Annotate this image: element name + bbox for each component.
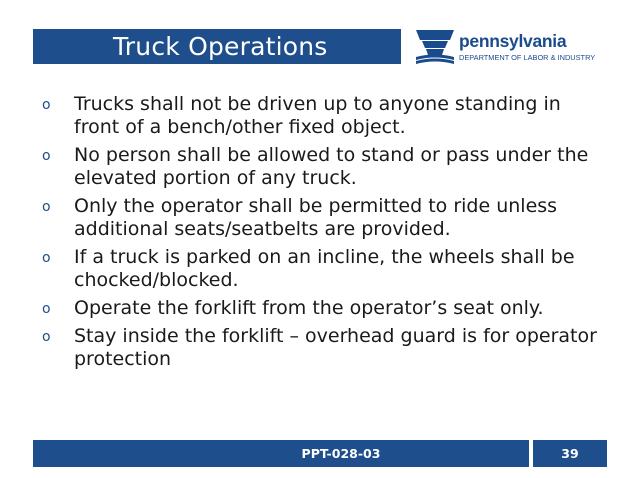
page-number-box [533,440,607,467]
circle-bullet-icon: o [42,250,51,266]
bullet-list [42,93,602,376]
bullet-item [42,246,602,292]
page-number: 39 [561,446,579,461]
slide-title-bar [33,29,401,64]
circle-bullet-icon: o [42,329,51,345]
circle-bullet-icon: o [42,301,51,317]
bullet-text: Only the operator shall be permitted to ride unless additional seats/seatbelts are provided. [74,195,558,240]
bullet-text: Operate the forklift from the operator’s seat only. [74,297,544,319]
bullet-text: Trucks shall not be driven up to anyone standing in front of a bench/other fixed object. [74,93,561,138]
bullet-item [42,325,602,371]
logo-name: pennsylvania [459,31,567,52]
circle-bullet-icon: o [42,97,51,113]
bullet-item [42,297,602,320]
pennsylvania-logo [414,28,595,66]
circle-bullet-icon: o [42,148,51,164]
bullet-text: No person shall be allowed to stand or pass under the elevated portion of any truck. [74,144,589,189]
bullet-text: If a truck is parked on an incline, the wheels shall be chocked/blocked. [74,246,575,291]
circle-bullet-icon: o [42,199,51,215]
keystone-icon [414,28,456,66]
bullet-item [42,144,602,190]
footer-bar [33,440,529,467]
bullet-item [42,195,602,241]
footer-code: PPT-028-03 [301,446,381,461]
bullet-text: Stay inside the forklift – overhead guard is for operator protection [74,325,597,370]
bullet-item [42,93,602,139]
slide-title: Truck Operations [113,32,328,61]
logo-department: DEPARTMENT OF LABOR & INDUSTRY [459,52,596,62]
